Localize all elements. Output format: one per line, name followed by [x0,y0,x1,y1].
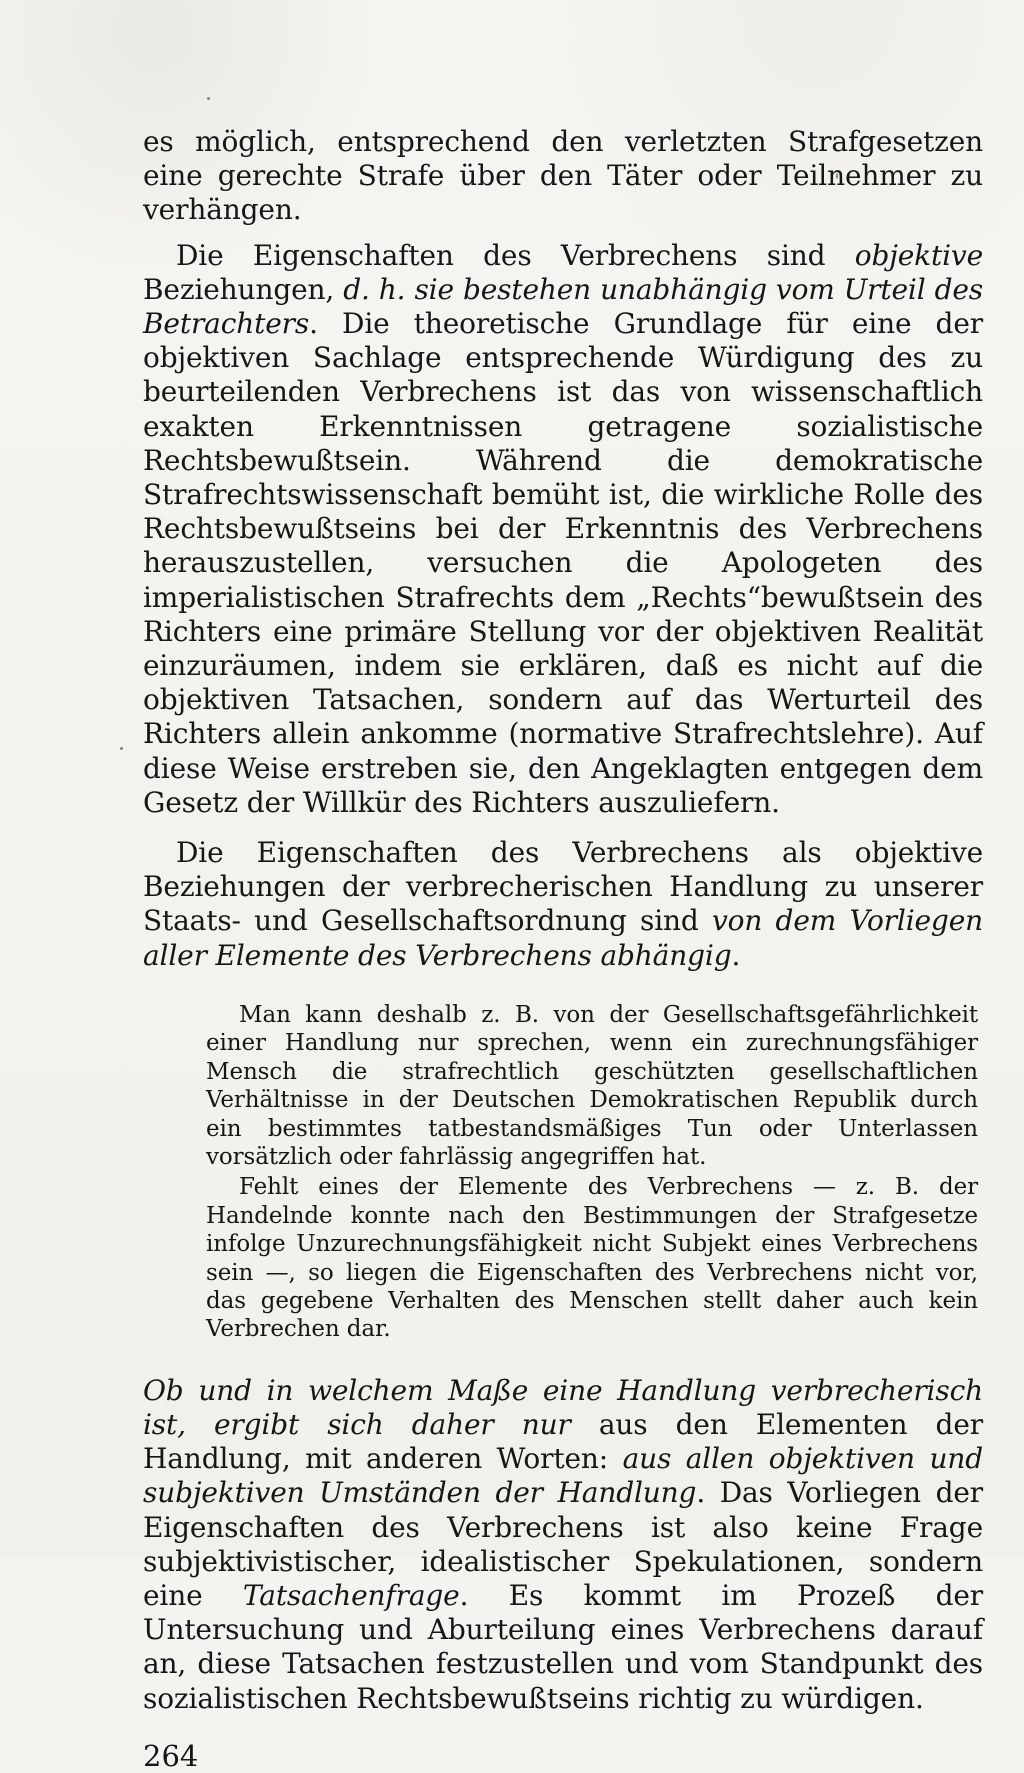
print-speck [403,632,405,634]
paragraph-segment: Die Eigenschaften des Verbrechens als objektive Beziehungen der verbrecherischen Handlung zu unserer Staats- und Gesellschaftsordnung sind [143,836,983,938]
paragraph-segment: Beziehungen, [143,272,344,306]
italic-segment: von dem Vorliegen aller Elemente des Verbrechens abhängig [143,904,983,972]
small-paragraph-2 [206,1173,978,1343]
italic-segment: aus allen objektiven und subjektiven Umständen der Handlung [143,1442,983,1510]
paragraph-2 [143,239,983,820]
page-number: 264 [143,1738,199,1773]
paragraph-segment: . Das Vorliegen der Eigenschaften des Verbrechens ist also keine Frage subjektivistischer, idealistischer Spekulationen, sondern eine [143,1476,983,1612]
paragraph-segment: . Es kommt im Prozeß der Untersuchung und Aburteilung eines Verbrechens darauf an, diese Tatsachen festzustellen und vom Standpunkt des sozialistischen Rechtsbewußtseins richtig zu würdigen. [143,1578,984,1715]
small-paragraph-segment: Fehlt eines der Elemente des Verbrechens — z. B. der Handelnde konnte nach den Bestimmungen der Strafgesetze infolge Unzurechnungsfähigkeit nicht Subjekt eines Verbrechens sein —, so liegen die Eigenschaften des Verbrechens nicht vor, das gegebene Verhalten des Menschen stellt daher auch kein Verbrechen dar. [206,1174,978,1343]
print-speck [120,747,123,750]
italic-segment: Tatsachenfrage [242,1578,460,1612]
small-paragraph-1 [206,1001,978,1171]
italic-segment: d. h. sie bestehen unabhängig vom Urteil des Betrachters [143,272,983,341]
paragraph-3 [143,836,983,973]
paragraph-4 [143,1374,983,1716]
indented-small-text-block [206,1001,978,1344]
main-text-continued [143,1374,983,1716]
paragraph-segment: . Die theoretische Grundlage für eine der objektiven Sachlage entsprechende Würdigung des zu beurteilenden Verbrechens ist das von wissenschaftlich exakten Erkenntnissen getragene sozialistische Rechtsbewußtsein. Während die demokratische Strafrechtswissenschaft bemüht ist, die wirkliche Rolle des Rechtsbewußtseins bei der Erkenntnis des Verbrechens herauszustellen, versuchen die Apologeten des imperialistischen Strafrechts dem „Rechts“bewußtsein des Richters eine primäre Stellung vor der objektiven Realität einzuräumen, indem sie erklären, daß es nicht auf die objektiven Tatsachen, sondern auf das Werturteil des Richters allein ankomme (normative Strafrechtslehre). Auf diese Weise erstreben sie, den Angeklagten entgegen dem Gesetz der Willkür des Richters auszuliefern. [143,307,983,819]
small-paragraph-segment: Man kann deshalb z. B. von der Gesellschaftsgefährlichkeit einer Handlung nur sprechen, wenn ein zurechnungsfähiger Mensch die strafrechtlich geschützten gesellschaftlichen Verhältnisse in der Deutschen Demokratischen Republik durch ein bestimmtes tatbestandsmäßiges Tun oder Unterlassen vorsätzlich oder fahrlässig angegriffen hat. [206,1001,978,1170]
italic-segment: objektive [854,238,983,272]
main-text [143,125,983,973]
italic-segment: Ob und in welchem Maße eine Handlung verbrecherisch ist, ergibt sich daher nur [143,1373,983,1441]
paragraph-segment: aus den Elementen der Handlung, mit anderen Worten: [143,1407,983,1476]
paragraph-segment: es möglich, entsprechend den verletzten Strafgesetzen eine gerechte Strafe über den Täter oder Teilnehmer zu verhängen. [143,125,983,227]
paragraph-segment: Die Eigenschaften des Verbrechens sind [176,238,855,272]
print-speck [836,173,838,179]
paragraph-1 [143,125,983,228]
print-speck [207,97,210,100]
paragraph-segment: . [731,938,741,972]
